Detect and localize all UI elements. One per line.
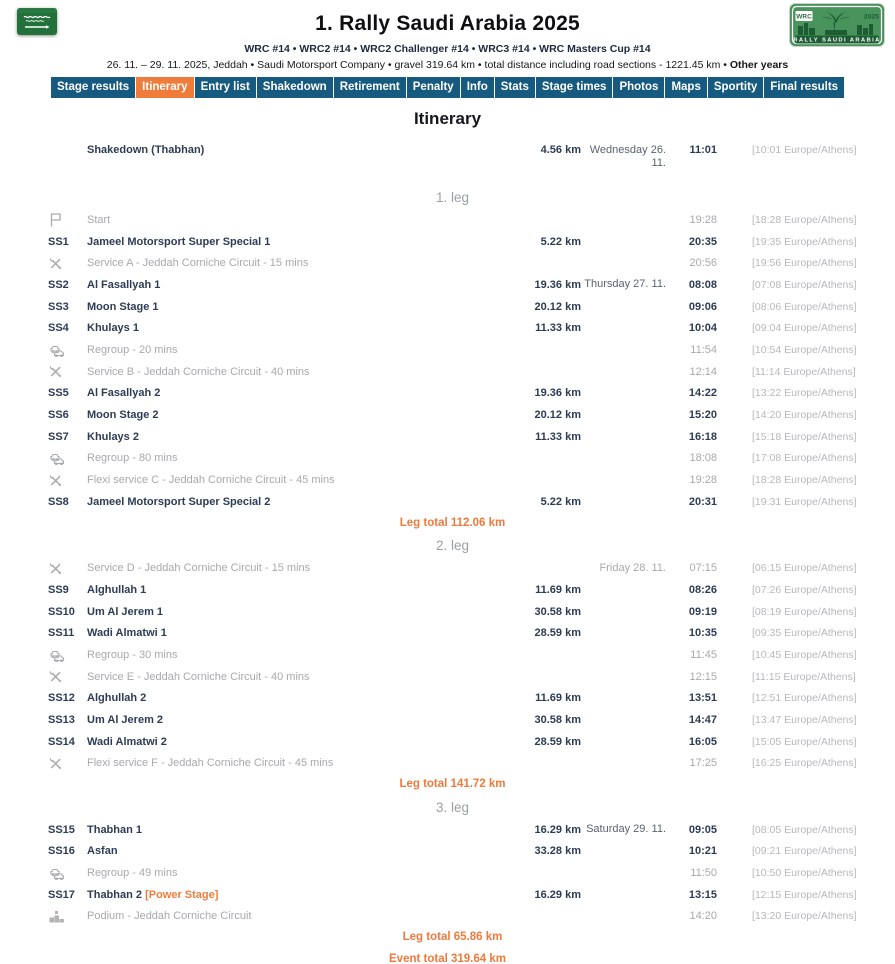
regroup-icon	[49, 648, 65, 662]
name-text: Flexi service C - Jeddah Corniche Circuit - 45 mins	[87, 474, 335, 487]
timezone-label: [08:06 Europe/Athens]	[752, 300, 857, 313]
stage-distance: 20.12 km	[534, 300, 581, 313]
logo-year-label: 2025	[863, 13, 879, 21]
stage-distance: 20.12 km	[534, 409, 581, 422]
schedule-item-name	[87, 649, 481, 661]
itinerary-row	[48, 339, 857, 361]
tab-maps[interactable]: Maps	[665, 77, 706, 98]
timezone-label: [13:22 Europe/Athens]	[752, 387, 857, 400]
stage-distance: 19.36 km	[534, 278, 581, 291]
itinerary-row	[48, 274, 857, 296]
saudi-arabia-flag-icon	[17, 8, 57, 35]
stage-distance: 11.33 km	[535, 322, 581, 335]
timezone-label: [17:08 Europe/Athens]	[752, 452, 857, 465]
itinerary-row	[48, 469, 857, 491]
date-label: Saturday 29. 11.	[586, 823, 666, 836]
start-time: 11:54	[690, 343, 717, 356]
start-time: 16:05	[688, 735, 717, 748]
stage-distance: 16.29 km	[534, 823, 581, 836]
stage-name[interactable]	[87, 584, 481, 596]
stage-distance: 30.58 km	[534, 713, 581, 726]
stage-number: SS16	[48, 845, 75, 858]
stage-distance: 11.33 km	[535, 430, 581, 443]
tools-icon	[49, 562, 62, 575]
timezone-label: [19:56 Europe/Athens]	[752, 257, 857, 270]
start-time: 11:45	[690, 648, 717, 661]
event-details-text: 26. 11. – 29. 11. 2025, Jeddah • Saudi Motorsport Company • gravel 319.64 km • total distance including road sections - 1221.45 km •	[106, 59, 727, 71]
timezone-label: [07:08 Europe/Athens]	[752, 278, 857, 291]
start-time: 14:47	[688, 713, 717, 726]
start-time: 10:35	[688, 627, 717, 640]
itinerary-row	[48, 231, 857, 253]
name-text: Al Fasallyah 1	[87, 278, 161, 291]
stage-number: SS12	[48, 692, 75, 705]
stage-number: SS6	[48, 409, 69, 422]
start-time: 12:15	[689, 670, 717, 683]
stage-number: SS8	[48, 495, 69, 508]
timezone-label: [10:54 Europe/Athens]	[752, 343, 857, 356]
start-time: 14:22	[688, 387, 717, 400]
rally-saudi-arabia-logo	[789, 3, 885, 47]
timezone-label: [09:35 Europe/Athens]	[752, 627, 857, 640]
stage-name[interactable]	[87, 301, 481, 313]
start-time: 20:31	[688, 495, 717, 508]
timezone-label: [10:45 Europe/Athens]	[752, 648, 857, 661]
start-time: 15:20	[688, 409, 717, 422]
start-time: 18:08	[689, 452, 717, 465]
flag-icon	[49, 212, 62, 227]
name-text: Wadi Almatwi 1	[87, 627, 167, 640]
name-text: Regroup - 49 mins	[87, 867, 178, 880]
timezone-label: [13:20 Europe/Athens]	[752, 910, 857, 923]
schedule-item-name	[87, 474, 481, 486]
stage-distance: 5.22 km	[540, 495, 581, 508]
itinerary-row	[48, 884, 857, 906]
name-text: Thabhan 1	[87, 823, 143, 836]
itinerary-row	[48, 296, 857, 318]
stage-name[interactable]	[87, 409, 481, 421]
leg-heading: 2. leg	[435, 538, 470, 554]
stage-number: SS10	[48, 605, 75, 618]
start-time: 07:15	[689, 562, 717, 575]
leg-heading: 3. leg	[435, 799, 470, 815]
itinerary-row	[48, 491, 857, 513]
stage-number: SS13	[48, 713, 75, 726]
itinerary-row	[48, 753, 857, 775]
timezone-label: [14:20 Europe/Athens]	[752, 409, 857, 422]
timezone-label: [11:14 Europe/Athens]	[752, 365, 856, 378]
start-time: 09:05	[688, 823, 717, 836]
logo-wrc-label: WRC	[796, 13, 812, 21]
stage-distance: 30.58 km	[534, 605, 581, 618]
timezone-label: [13:47 Europe/Athens]	[752, 713, 857, 726]
start-time: 20:35	[688, 235, 717, 248]
shakedown-time: 11:01	[689, 144, 717, 156]
itinerary-row	[48, 666, 857, 688]
leg-total: Leg total 65.86 km	[402, 931, 503, 944]
tab-retirement[interactable]: Retirement	[334, 77, 406, 98]
stage-number: SS11	[48, 627, 75, 640]
start-time: 14:20	[689, 910, 717, 923]
itinerary-row	[48, 579, 857, 601]
leg-total: Leg total 141.72 km	[399, 778, 506, 791]
stage-distance: 11.69 km	[535, 583, 581, 596]
start-time: 19:28	[689, 474, 717, 487]
start-time: 09:06	[688, 300, 717, 313]
stage-name[interactable]	[87, 714, 481, 726]
timezone-label: [10:50 Europe/Athens]	[752, 867, 857, 880]
stage-name[interactable]	[87, 889, 481, 901]
tab-final-results[interactable]: Final results	[764, 77, 844, 98]
itinerary-row	[48, 644, 857, 666]
stage-number: SS14	[48, 735, 75, 748]
timezone-label: [08:19 Europe/Athens]	[752, 605, 857, 618]
regroup-icon	[49, 343, 65, 357]
name-text: Um Al Jerem 1	[87, 605, 164, 618]
start-time: 10:04	[688, 322, 717, 335]
stage-name[interactable]	[87, 845, 481, 857]
stage-number: SS9	[48, 583, 69, 596]
tools-icon	[49, 757, 62, 770]
start-time: 17:25	[689, 757, 717, 770]
tab-sportity[interactable]: Sportity	[708, 77, 763, 98]
podium-icon	[49, 910, 64, 923]
name-text: Regroup - 80 mins	[87, 452, 178, 465]
stage-number: SS1	[48, 235, 69, 248]
nav-tabs	[0, 77, 895, 98]
schedule-item-name	[87, 867, 481, 879]
stage-name[interactable]	[87, 322, 481, 334]
schedule-item-name	[87, 214, 481, 226]
start-time: 13:15	[688, 888, 717, 901]
name-text: Khulays 2	[87, 430, 139, 443]
date-label: Friday 28. 11.	[599, 561, 666, 574]
start-time: 08:26	[688, 583, 717, 596]
tools-icon	[49, 670, 62, 683]
schedule-item-name	[87, 257, 481, 269]
itinerary-row	[48, 906, 857, 928]
schedule-item-name	[87, 344, 481, 356]
stage-distance: 28.59 km	[534, 627, 581, 640]
stage-distance: 33.28 km	[534, 845, 581, 858]
event-categories: WRC #14 • WRC2 #14 • WRC2 Challenger #14 • WRC3 #14 • WRC Masters Cup #14	[244, 43, 651, 55]
stage-name[interactable]	[87, 627, 481, 639]
name-text: Alghullah 2	[87, 692, 147, 705]
regroup-icon	[49, 451, 65, 465]
start-time: 11:50	[690, 867, 717, 880]
shakedown-timezone: [10:01 Europe/Athens]	[752, 144, 857, 156]
itinerary-table	[0, 186, 895, 949]
tab-shakedown[interactable]: Shakedown	[257, 77, 333, 98]
stage-name[interactable]	[87, 692, 481, 704]
name-text: Moon Stage 1	[87, 300, 159, 313]
start-time: 16:18	[688, 430, 717, 443]
start-time: 08:08	[688, 278, 717, 291]
stage-name[interactable]	[87, 279, 481, 291]
logo-name-label: RALLY SAUDI ARABIA	[793, 37, 881, 44]
event-details	[0, 59, 895, 71]
timezone-label: [09:21 Europe/Athens]	[752, 845, 857, 858]
stage-distance: 16.29 km	[534, 888, 581, 901]
timezone-label: [12:15 Europe/Athens]	[752, 888, 857, 901]
itinerary-row	[48, 252, 857, 274]
itinerary-row	[48, 317, 857, 339]
name-text: Regroup - 20 mins	[87, 343, 178, 356]
name-text: Jameel Motorsport Super Special 2	[87, 495, 271, 508]
schedule-item-name	[87, 910, 481, 922]
other-years-link[interactable]: Other years	[729, 59, 789, 71]
power-stage-badge: [Power Stage]	[145, 888, 219, 901]
stage-name[interactable]	[87, 606, 481, 618]
name-text: Thabhan 2	[87, 888, 143, 901]
tab-stats[interactable]: Stats	[495, 77, 535, 98]
start-time: 10:21	[688, 845, 717, 858]
timezone-label: [07:26 Europe/Athens]	[752, 583, 857, 596]
itinerary-row	[48, 709, 857, 731]
name-text: Moon Stage 2	[87, 409, 159, 422]
tab-stage-times[interactable]: Stage times	[536, 77, 613, 98]
schedule-item-name	[87, 366, 481, 378]
stage-number: SS3	[48, 300, 69, 313]
name-text: Um Al Jerem 2	[87, 713, 164, 726]
itinerary-row	[48, 687, 857, 709]
start-time: 12:14	[689, 365, 717, 378]
timezone-label: [12:51 Europe/Athens]	[752, 692, 857, 705]
itinerary-row	[48, 426, 857, 448]
stage-distance: 19.36 km	[534, 387, 581, 400]
stage-name[interactable]	[87, 236, 481, 248]
event-total: Event total 319.64 km	[389, 953, 506, 964]
name-text: Service A - Jeddah Corniche Circuit - 15 mins	[87, 257, 309, 270]
tab-itinerary[interactable]: Itinerary	[136, 77, 193, 98]
schedule-item-name	[87, 452, 481, 464]
schedule-item-name	[87, 562, 481, 574]
stage-name[interactable]	[87, 431, 481, 443]
tools-icon	[49, 474, 62, 487]
start-time: 20:56	[689, 257, 717, 270]
timezone-label: [08:05 Europe/Athens]	[752, 823, 857, 836]
start-time: 13:51	[688, 692, 717, 705]
name-text: Al Fasallyah 2	[87, 387, 161, 400]
schedule-item-name	[87, 671, 481, 683]
timezone-label: [15:18 Europe/Athens]	[752, 430, 857, 443]
tab-photos[interactable]: Photos	[613, 77, 664, 98]
stage-number: SS15	[48, 823, 75, 836]
itinerary-row	[48, 557, 857, 579]
itinerary-row	[48, 448, 857, 470]
stage-number: SS5	[48, 387, 69, 400]
start-time: 09:19	[688, 605, 717, 618]
itinerary-row	[48, 361, 857, 383]
timezone-label: [11:15 Europe/Athens]	[752, 670, 856, 683]
timezone-label: [18:28 Europe/Athens]	[752, 474, 857, 487]
itinerary-row	[48, 622, 857, 644]
name-text: Jameel Motorsport Super Special 1	[87, 235, 271, 248]
stage-number: SS2	[48, 278, 69, 291]
name-text: Service E - Jeddah Corniche Circuit - 40 mins	[87, 670, 310, 683]
date-label: Thursday 27. 11.	[584, 278, 666, 291]
shakedown-row	[0, 144, 895, 186]
timezone-label: [16:25 Europe/Athens]	[752, 757, 857, 770]
shakedown-date: Wednesday 26. 11.	[589, 144, 666, 169]
tools-icon	[49, 365, 62, 378]
timezone-label: [19:31 Europe/Athens]	[752, 495, 857, 508]
event-title: 1. Rally Saudi Arabia 2025	[315, 12, 580, 35]
timezone-label: [15:05 Europe/Athens]	[752, 735, 857, 748]
name-text: Flexi service F - Jeddah Corniche Circuit - 45 mins	[87, 757, 334, 770]
name-text: Service D - Jeddah Corniche Circuit - 15 mins	[87, 562, 311, 575]
itinerary-row	[48, 819, 857, 841]
stage-distance: 28.59 km	[534, 735, 581, 748]
tools-icon	[49, 257, 62, 270]
itinerary-row	[48, 404, 857, 426]
start-time: 19:28	[689, 213, 717, 226]
name-text: Start	[87, 213, 111, 226]
tab-stage-results[interactable]: Stage results	[51, 77, 135, 98]
stage-name[interactable]	[87, 496, 481, 508]
stage-name[interactable]	[87, 736, 481, 748]
itinerary-row	[48, 731, 857, 753]
name-text: Regroup - 30 mins	[87, 648, 178, 661]
itinerary-row	[48, 209, 857, 231]
leg-heading: 1. leg	[435, 190, 470, 205]
stage-distance: 5.22 km	[540, 235, 581, 248]
tab-info[interactable]: Info	[461, 77, 494, 98]
stage-number: SS7	[48, 430, 69, 443]
regroup-icon	[49, 866, 65, 880]
itinerary-row	[48, 862, 857, 884]
stage-number: SS4	[48, 322, 69, 335]
name-text: Wadi Almatwi 2	[87, 735, 167, 748]
name-text: Khulays 1	[87, 322, 139, 335]
itinerary-row	[48, 601, 857, 623]
stage-distance: 11.69 km	[535, 692, 581, 705]
stage-number: SS17	[48, 888, 75, 901]
itinerary-row	[48, 841, 857, 863]
leg-total: Leg total 112.06 km	[399, 516, 506, 529]
name-text: Podium - Jeddah Corniche Circuit	[87, 910, 252, 923]
timezone-label: [06:15 Europe/Athens]	[752, 562, 857, 575]
shakedown-distance: 4.56 km	[540, 144, 581, 156]
tab-entry-list[interactable]: Entry list	[195, 77, 256, 98]
name-text: Service B - Jeddah Corniche Circuit - 40 mins	[87, 365, 310, 378]
itinerary-row	[48, 383, 857, 405]
schedule-item-name	[87, 757, 481, 769]
shakedown-name[interactable]: Shakedown (Thabhan)	[87, 144, 205, 156]
name-text: Asfan	[87, 845, 118, 858]
timezone-label: [09:04 Europe/Athens]	[752, 322, 857, 335]
name-text: Alghullah 1	[87, 583, 147, 596]
event-header	[0, 0, 895, 71]
timezone-label: [19:35 Europe/Athens]	[752, 235, 857, 248]
stage-name[interactable]	[87, 824, 481, 836]
stage-name[interactable]	[87, 387, 481, 399]
page-title: Itinerary	[413, 109, 482, 128]
tab-penalty[interactable]: Penalty	[407, 77, 460, 98]
timezone-label: [18:28 Europe/Athens]	[752, 213, 857, 226]
